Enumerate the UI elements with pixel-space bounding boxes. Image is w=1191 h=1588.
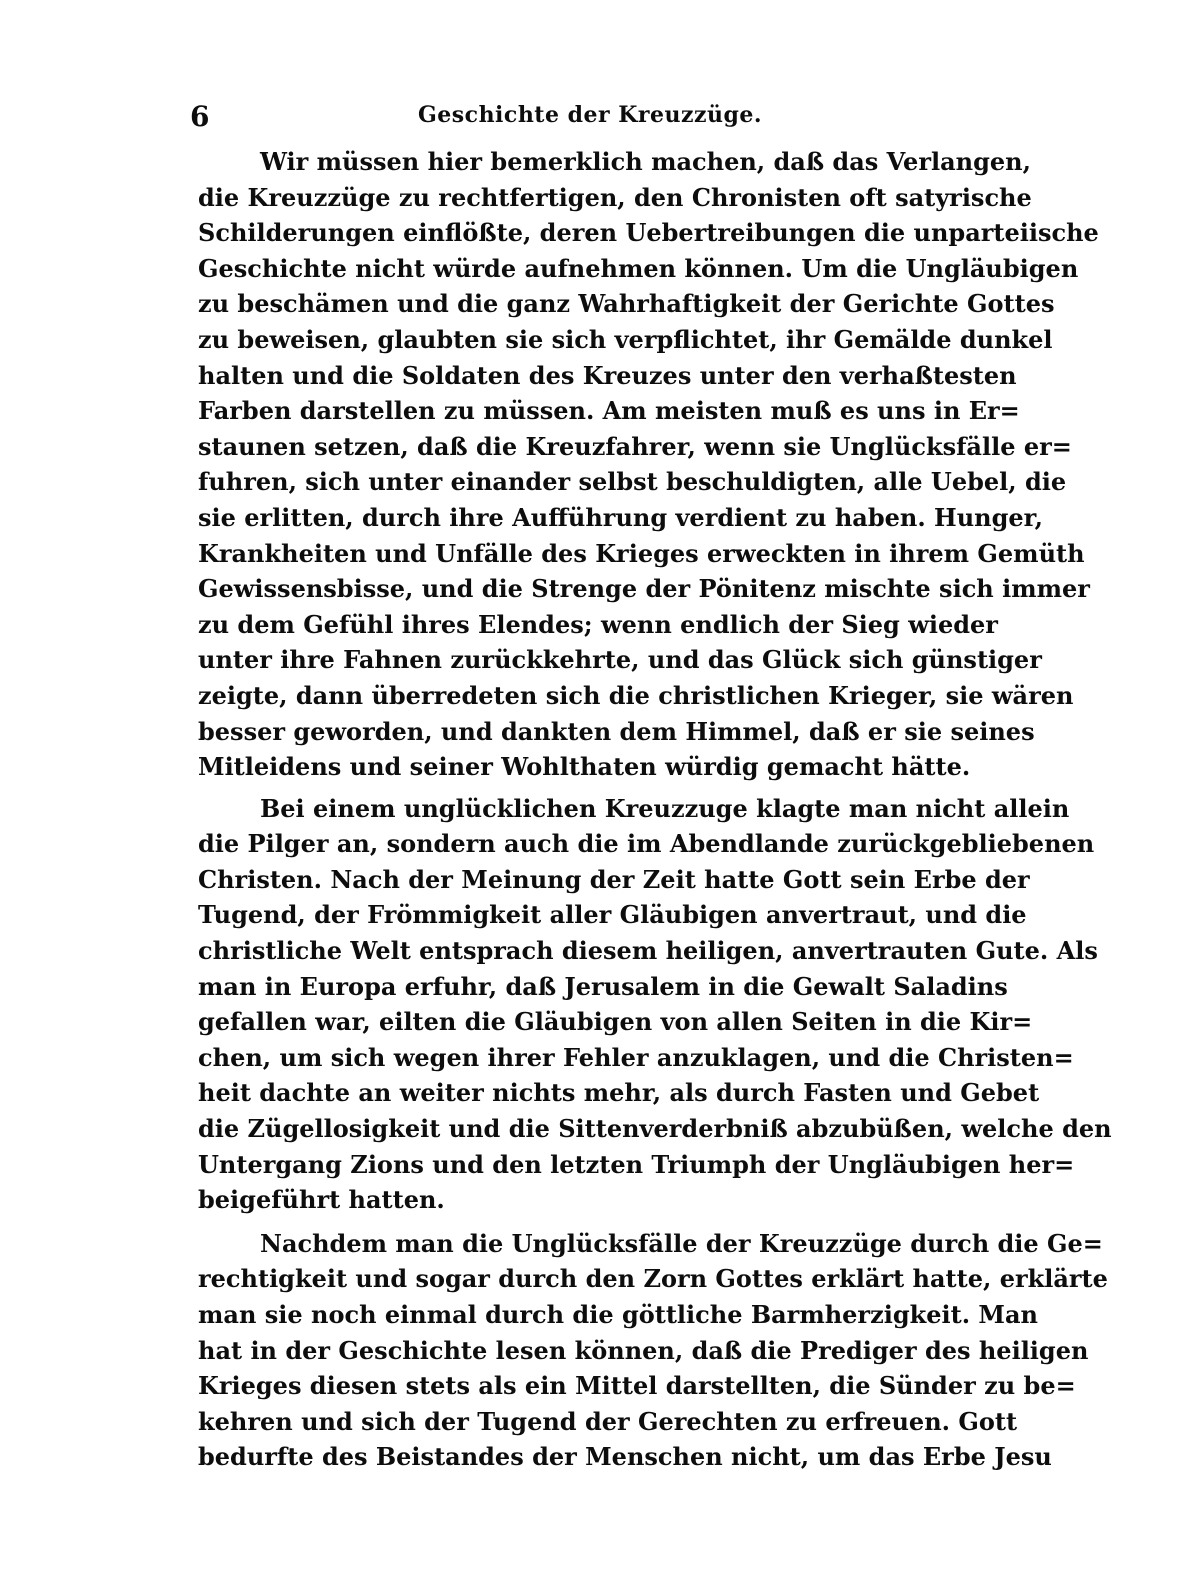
text-line: Mitleidens und seiner Wohlthaten würdig gemacht hätte. bbox=[198, 752, 971, 782]
text-line: Schilderungen einflößte, deren Uebertreibungen die unparteiische bbox=[198, 218, 1099, 248]
text-line: halten und die Soldaten des Kreuzes unter den verhaßtesten bbox=[198, 360, 1017, 390]
text-line: beigeführt hatten. bbox=[198, 1185, 445, 1215]
text-line: Tugend, der Frömmigkeit aller Gläubigen anvertraut, und die bbox=[198, 900, 1027, 930]
text-line: zu dem Gefühl ihres Elendes; wenn endlich der Sieg wieder bbox=[198, 609, 998, 639]
text-line: die Pilger an, sondern auch die im Abendlande zurückgebliebenen bbox=[198, 829, 1095, 859]
text-line: zu beschämen und die ganz Wahrhaftigkeit der Gerichte Gottes bbox=[198, 289, 1055, 319]
text-line: bedurfte des Beistandes der Menschen nicht, um das Erbe Jesu bbox=[198, 1442, 1052, 1472]
text-line: Gewissensbisse, und die Strenge der Pönitenz mischte sich immer bbox=[198, 574, 1090, 604]
text-line: hat in der Geschichte lesen können, daß die Prediger des heiligen bbox=[198, 1335, 1089, 1365]
text-line: Nachdem man die Unglücksfälle der Kreuzzüge durch die Ge= bbox=[260, 1228, 1103, 1258]
text-line: rechtigkeit und sogar durch den Zorn Gottes erklärt hatte, erklärte bbox=[198, 1264, 1108, 1294]
text-line: Wir müssen hier bemerklich machen, daß das Verlangen, bbox=[260, 147, 1031, 176]
text-line: die Kreuzzüge zu rechtfertigen, den Chronisten oft satyrische bbox=[198, 182, 1032, 212]
text-line: Christen. Nach der Meinung der Zeit hatte Gott sein Erbe der bbox=[198, 864, 1030, 894]
text-line: sie erlitten, durch ihre Aufführung verdient zu haben. Hunger, bbox=[198, 502, 1043, 532]
text-line: zu beweisen, glaubten sie sich verpflichtet, ihr Gemälde dunkel bbox=[198, 324, 1053, 354]
text-line: heit dachte an weiter nichts mehr, als durch Fasten und Gebet bbox=[198, 1078, 1040, 1108]
text-line: Farben darstellen zu müssen. Am meisten muß es uns in Er= bbox=[198, 396, 1020, 426]
paragraph-3 bbox=[198, 1226, 1108, 1475]
text-line: die Zügellosigkeit und die Sittenverderbniß abzubüßen, welche den bbox=[198, 1114, 1112, 1144]
text-line: Untergang Zions und den letzten Triumph der Ungläubigen her= bbox=[198, 1149, 1075, 1179]
text-line: Krieges diesen stets als ein Mittel darstellten, die Sünder zu be= bbox=[198, 1371, 1076, 1401]
running-title: Geschichte der Kreuzzüge. bbox=[418, 102, 762, 128]
page-header bbox=[190, 92, 982, 133]
paragraph-2 bbox=[198, 791, 1112, 1218]
text-line: unter ihre Fahnen zurückkehrte, und das Glück sich günstiger bbox=[198, 645, 1042, 675]
text-line: besser geworden, und dankten dem Himmel, daß er sie seines bbox=[198, 716, 1035, 746]
page-number: 6 bbox=[190, 100, 210, 133]
text-line: kehren und sich der Tugend der Gerechten zu erfreuen. Gott bbox=[198, 1406, 1018, 1436]
text-line: man sie noch einmal durch die göttliche Barmherzigkeit. Man bbox=[198, 1300, 1038, 1329]
text-line: christliche Welt entsprach diesem heiligen, anvertrauten Gute. Als bbox=[198, 936, 1098, 966]
text-line: chen, um sich wegen ihrer Fehler anzuklagen, und die Christen= bbox=[198, 1042, 1074, 1072]
text-line: Geschichte nicht würde aufnehmen können. Um die Ungläubigen bbox=[198, 253, 1079, 283]
text-line: zeigte, dann überredeten sich die christlichen Krieger, sie wären bbox=[198, 680, 1074, 710]
text-line: fuhren, sich unter einander selbst beschuldigten, alle Uebel, die bbox=[198, 467, 1067, 497]
text-line: man in Europa erfuhr, daß Jerusalem in die Gewalt Saladins bbox=[198, 971, 1008, 1001]
paragraph-1 bbox=[198, 144, 1099, 785]
text-line: Krankheiten und Unfälle des Krieges erweckten in ihrem Gemüth bbox=[198, 538, 1085, 568]
text-line: Bei einem unglücklichen Kreuzzuge klagte man nicht allein bbox=[260, 793, 1070, 823]
text-line: gefallen war, eilten die Gläubigen von allen Seiten in die Kir= bbox=[198, 1007, 1033, 1037]
text-line: staunen setzen, daß die Kreuzfahrer, wenn sie Unglücksfälle er= bbox=[198, 431, 1072, 461]
book-page bbox=[190, 92, 1112, 1475]
